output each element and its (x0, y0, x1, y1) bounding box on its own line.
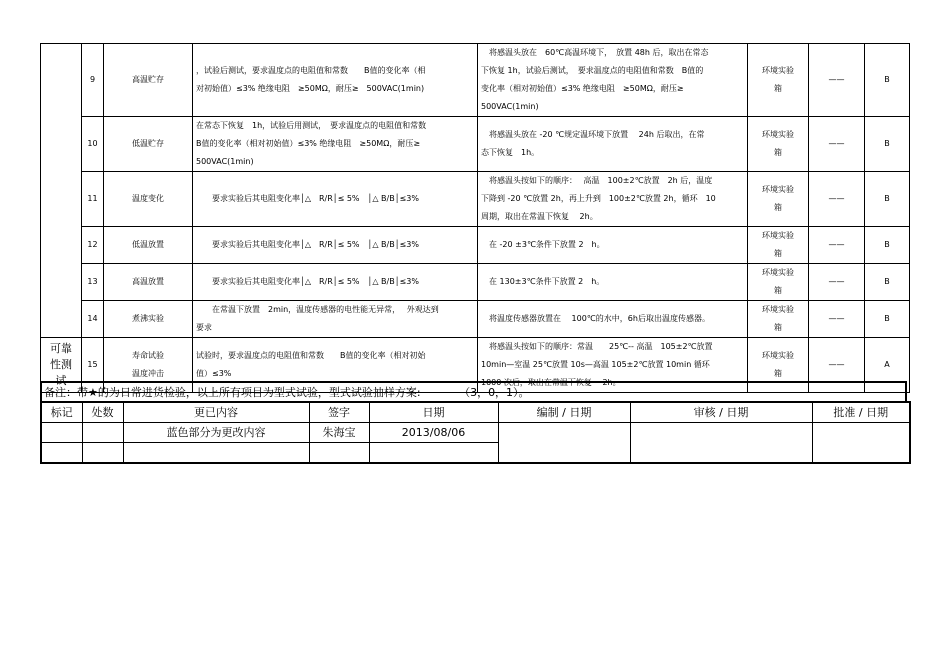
item-equipment (748, 264, 809, 301)
item-name-line: 低温放置 (132, 240, 164, 249)
test-item-row (41, 301, 910, 338)
item-requirement-line: 试验时，要求温度点的电阻值和常数 B值的变化率（相对初始 (196, 351, 426, 360)
item-sample: —— (809, 44, 865, 117)
revision-row (41, 423, 910, 443)
revision-date: 2013/08/06 (369, 423, 498, 443)
item-number: 15 (82, 338, 104, 393)
item-method (478, 227, 748, 264)
item-method-line: 变化率（相对初始值）≤3% 绝缘电阻 ≥50MΩ，耐压≥ (481, 84, 684, 93)
item-sample: —— (809, 264, 865, 301)
item-number: 9 (82, 44, 104, 117)
item-requirement (193, 227, 478, 264)
item-equipment-line: 环境实验 (762, 268, 794, 277)
item-sample: —— (809, 338, 865, 393)
item-method (478, 44, 748, 117)
item-number: 13 (82, 264, 104, 301)
revision-mark (41, 443, 82, 464)
approved-cell (812, 423, 910, 464)
item-name-line: 温度冲击 (132, 369, 164, 378)
item-equipment-line: 箱 (774, 323, 782, 332)
item-grade: B (865, 301, 910, 338)
item-method-line: 将感温头放在 60℃高温环境下， 放置 48h 后，取出在常态 (481, 48, 709, 57)
item-name (104, 44, 193, 117)
header-reviewed: 审核 / 日期 (630, 402, 812, 423)
item-name-line: 温度变化 (132, 194, 164, 203)
item-equipment-line: 箱 (774, 369, 782, 378)
header-signature: 签字 (309, 402, 369, 423)
header-mark: 标记 (41, 402, 82, 423)
item-equipment-line: 环境实验 (762, 305, 794, 314)
item-name-line: 煮沸实验 (132, 314, 164, 323)
item-requirement-line: 在常态下恢复 1h，试验后用测试， 要求温度点的电阻值和常数 (196, 121, 427, 130)
item-requirement-line: 要求实验后其电阻变化率│△ R/R│≤ 5% │△ B/B│≤3% (196, 194, 419, 203)
test-items-table (40, 43, 910, 393)
item-sample: —— (809, 172, 865, 227)
item-equipment-line: 环境实验 (762, 351, 794, 360)
item-method-line: 将感温头按如下的顺序：常温 25℃-- 高温 105±2℃放置 (481, 342, 713, 351)
item-requirement-line: ，试验后测试，要求温度点的电阻值和常数 B值的变化率（相 (196, 66, 426, 75)
item-name-line: 高温放置 (132, 277, 164, 286)
item-number: 10 (82, 117, 104, 172)
item-method-line: 将感温头放在 -20 ℃规定温环境下放置 24h 后取出，在常 (481, 130, 705, 139)
revision-count (82, 443, 123, 464)
item-name (104, 172, 193, 227)
item-name (104, 301, 193, 338)
reviewed-cell (630, 423, 812, 464)
item-number: 14 (82, 301, 104, 338)
item-equipment (748, 172, 809, 227)
item-requirement-line: 要求 (196, 323, 212, 332)
test-item-row (41, 44, 910, 117)
item-grade: A (865, 338, 910, 393)
revision-signature (309, 443, 369, 464)
item-equipment-line: 箱 (774, 249, 782, 258)
item-method-line: 在 130±3℃条件下放置 2 h。 (481, 277, 605, 286)
item-requirement-line: 在常温下放置 2min，温度传感器的电性能无异常， 外观达到 (196, 305, 439, 314)
item-equipment-line: 环境实验 (762, 231, 794, 240)
header-count: 处数 (82, 402, 123, 423)
item-requirement (193, 44, 478, 117)
item-sample: —— (809, 117, 865, 172)
revision-content: 蓝色部分为更改内容 (123, 423, 309, 443)
item-method (478, 301, 748, 338)
note-text: 备注：带★的为日常进货检验，以上所有项目为型式试验，型式试验抽样方案: （3，0，1）。 (40, 381, 907, 401)
revision-count (82, 423, 123, 443)
revision-header-row (41, 402, 910, 423)
category-cell-line: 试 (55, 374, 67, 387)
item-requirement-line: 500VAC(1min) (196, 157, 254, 166)
item-requirement (193, 117, 478, 172)
item-number: 11 (82, 172, 104, 227)
revision-table (40, 401, 911, 464)
item-requirement (193, 301, 478, 338)
item-requirement-line: 值）≤3% (196, 369, 232, 378)
header-change-content: 更已内容 (123, 402, 309, 423)
header-date: 日期 (369, 402, 498, 423)
item-equipment-line: 箱 (774, 286, 782, 295)
item-requirement-line: 对初始值）≤3% 绝缘电阻 ≥50MΩ，耐压≥ 500VAC(1min) (196, 84, 425, 93)
header-prepared: 编制 / 日期 (498, 402, 630, 423)
item-method (478, 264, 748, 301)
item-equipment (748, 44, 809, 117)
item-equipment-line: 环境实验 (762, 66, 794, 75)
item-method-line: 下恢复 1h，试验后测试， 要求温度点的电阻值和常数 B值的 (481, 66, 704, 75)
item-method-line: 周期，取出在常温下恢复 2h。 (481, 212, 598, 221)
item-sample: —— (809, 301, 865, 338)
test-item-row (41, 117, 910, 172)
item-method-line: 10min—室温 25℃放置 10s—高温 105±2℃放置 10min 循环 (481, 360, 710, 369)
item-equipment-line: 箱 (774, 203, 782, 212)
item-method (478, 117, 748, 172)
item-method-line: 将温度传感器放置在 100℃的水中，6h后取出温度传感器。 (481, 314, 710, 323)
item-grade: B (865, 117, 910, 172)
test-item-row (41, 227, 910, 264)
item-method-line: 下降到 -20 ℃放置 2h，再上升到 100±2℃放置 2h，循环 10 (481, 194, 716, 203)
item-requirement-line: 要求实验后其电阻变化率│△ R/R│≤ 5% │△ B/B│≤3% (196, 240, 419, 249)
revision-content (123, 443, 309, 464)
item-method-line: 1000 次后，取出在常温下恢复 2h。 (481, 378, 621, 387)
item-equipment-line: 环境实验 (762, 185, 794, 194)
item-grade: B (865, 172, 910, 227)
item-requirement-line: B值的变化率（相对初始值）≤3% 绝缘电阻 ≥50MΩ，耐压≥ (196, 139, 421, 148)
item-requirement (193, 172, 478, 227)
item-requirement (193, 264, 478, 301)
item-grade: B (865, 44, 910, 117)
test-item-row (41, 264, 910, 301)
item-method-line: 500VAC(1min) (481, 102, 539, 111)
item-equipment (748, 301, 809, 338)
item-grade: B (865, 264, 910, 301)
category-cell-line: 性测 (50, 358, 72, 371)
prepared-cell (498, 423, 630, 464)
item-equipment-line: 箱 (774, 148, 782, 157)
revision-signature: 朱海宝 (309, 423, 369, 443)
category-cell-line: 可靠 (50, 342, 72, 355)
item-equipment-line: 箱 (774, 84, 782, 93)
item-name (104, 264, 193, 301)
revision-mark (41, 423, 82, 443)
item-grade: B (865, 227, 910, 264)
item-name (104, 117, 193, 172)
test-item-row (41, 172, 910, 227)
item-number: 12 (82, 227, 104, 264)
category-cell-empty (41, 44, 82, 338)
item-name (104, 227, 193, 264)
item-name-line: 高温贮存 (132, 75, 164, 84)
item-method-line: 将感温头按如下的顺序： 高温 100±2℃放置 2h 后，温度 (481, 176, 713, 185)
item-method-line: 在 -20 ±3℃条件下放置 2 h。 (481, 240, 605, 249)
item-equipment (748, 117, 809, 172)
item-requirement-line: 要求实验后其电阻变化率│△ R/R│≤ 5% │△ B/B│≤3% (196, 277, 419, 286)
item-sample: —— (809, 227, 865, 264)
revision-date (369, 443, 498, 464)
item-equipment (748, 227, 809, 264)
item-name-line: 低温贮存 (132, 139, 164, 148)
item-equipment-line: 环境实验 (762, 130, 794, 139)
item-method (478, 172, 748, 227)
item-name-line: 寿命试验 (132, 351, 164, 360)
item-method-line: 态下恢复 1h。 (481, 148, 540, 157)
header-approved: 批准 / 日期 (812, 402, 910, 423)
